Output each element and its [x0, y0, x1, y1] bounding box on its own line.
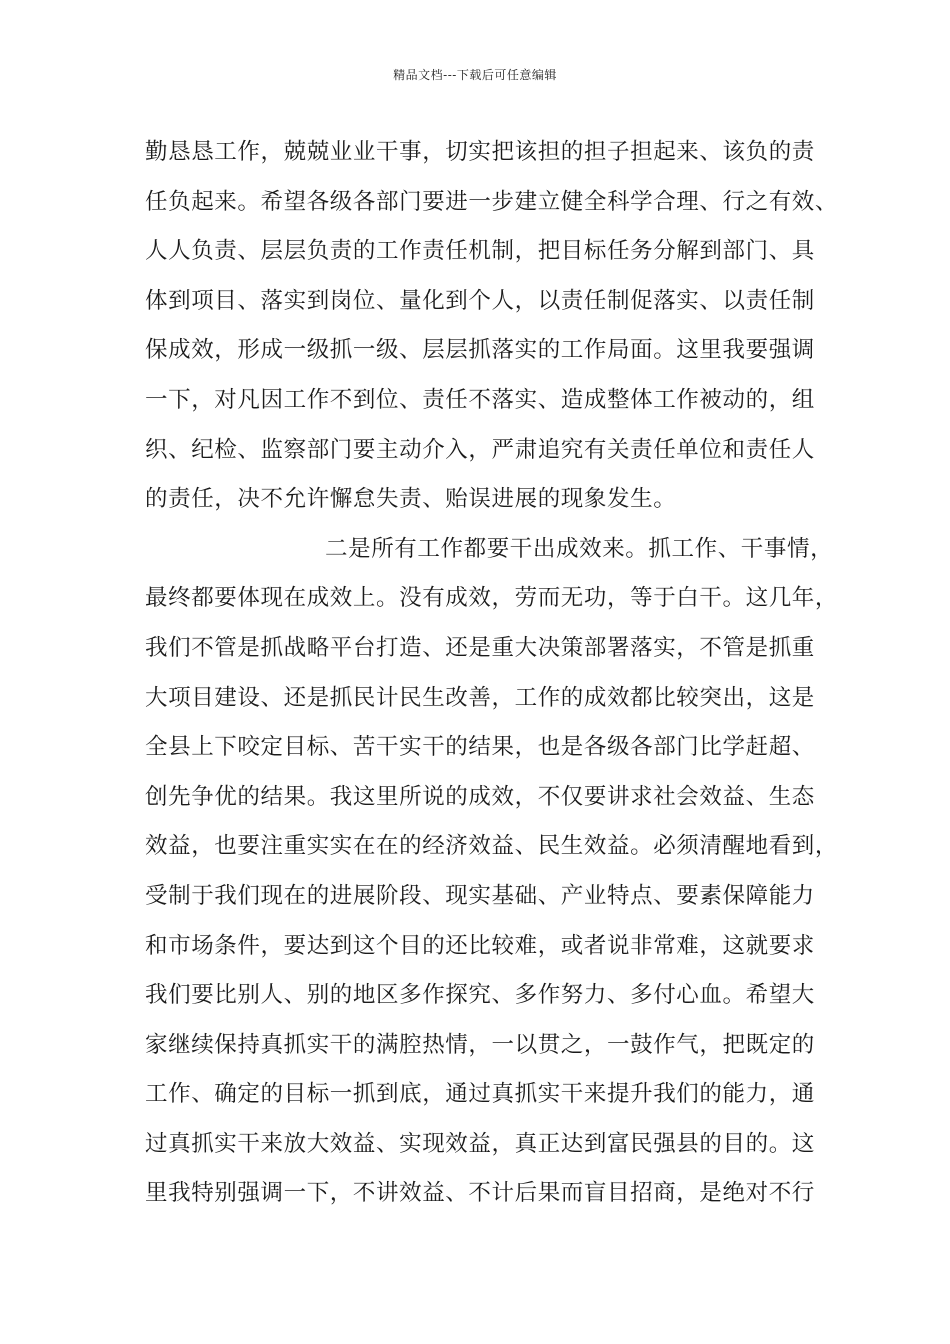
text-line: 工作、确定的目标一抓到底，通过真抓实干来提升我们的能力，通 — [145, 1081, 815, 1108]
text-line: 体到项目、落实到岗位、量化到个人，以责任制促落实、以责任制 — [145, 287, 815, 314]
page-header: 精品文档---下载后可任意编辑 — [393, 68, 557, 82]
text-line: 我们要比别人、别的地区多作探究、多作努力、多付心血。希望大 — [145, 982, 815, 1009]
text-line: 全县上下咬定目标、苦干实干的结果，也是各级各部门比学赶超、 — [145, 734, 815, 761]
text-line: 里我特别强调一下，不讲效益、不计后果而盲目招商，是绝对不行 — [145, 1180, 815, 1207]
text-line: 任负起来。希望各级各部门要进一步建立健全科学合理、行之有效、 — [145, 188, 839, 215]
document-body — [145, 128, 839, 1219]
text-line: 创先争优的结果。我这里所说的成效，不仅要讲求社会效益、生态 — [145, 783, 815, 810]
text-line: 一下，对凡因工作不到位、责任不落实、造成整体工作被动的，组 — [145, 386, 815, 413]
section-heading-line: 二是所有工作都要干出成效来。抓工作、干事情， — [325, 535, 834, 562]
text-line: 保成效，形成一级抓一级、层层抓落实的工作局面。这里我要强调 — [145, 337, 815, 364]
text-line: 最终都要体现在成效上。没有成效，劳而无功，等于白干。这几年， — [145, 585, 839, 612]
text-line: 织、纪检、监察部门要主动介入，严肃追究有关责任单位和责任人 — [145, 436, 815, 463]
text-line: 的责任，决不允许懈怠失责、贻误进展的现象发生。 — [145, 486, 677, 513]
text-line: 大项目建设、还是抓民计民生改善，工作的成效都比较突出，这是 — [145, 684, 815, 711]
text-line: 过真抓实干来放大效益、实现效益，真正达到富民强县的目的。这 — [145, 1130, 815, 1157]
text-line: 效益，也要注重实实在在的经济效益、民生效益。必须清醒地看到， — [145, 833, 839, 860]
text-line: 人人负责、层层负责的工作责任机制，把目标任务分解到部门、具 — [145, 238, 815, 265]
text-line: 勤恳恳工作，兢兢业业干事，切实把该担的担子担起来、该负的责 — [145, 139, 815, 165]
text-line: 和市场条件，要达到这个目的还比较难，或者说非常难，这就要求 — [145, 932, 815, 959]
text-line: 受制于我们现在的进展阶段、现实基础、产业特点、要素保障能力 — [145, 882, 815, 909]
text-line: 我们不管是抓战略平台打造、还是重大决策部署落实，不管是抓重 — [145, 634, 815, 661]
text-line: 家继续保持真抓实干的满腔热情，一以贯之，一鼓作气，把既定的 — [145, 1031, 815, 1058]
